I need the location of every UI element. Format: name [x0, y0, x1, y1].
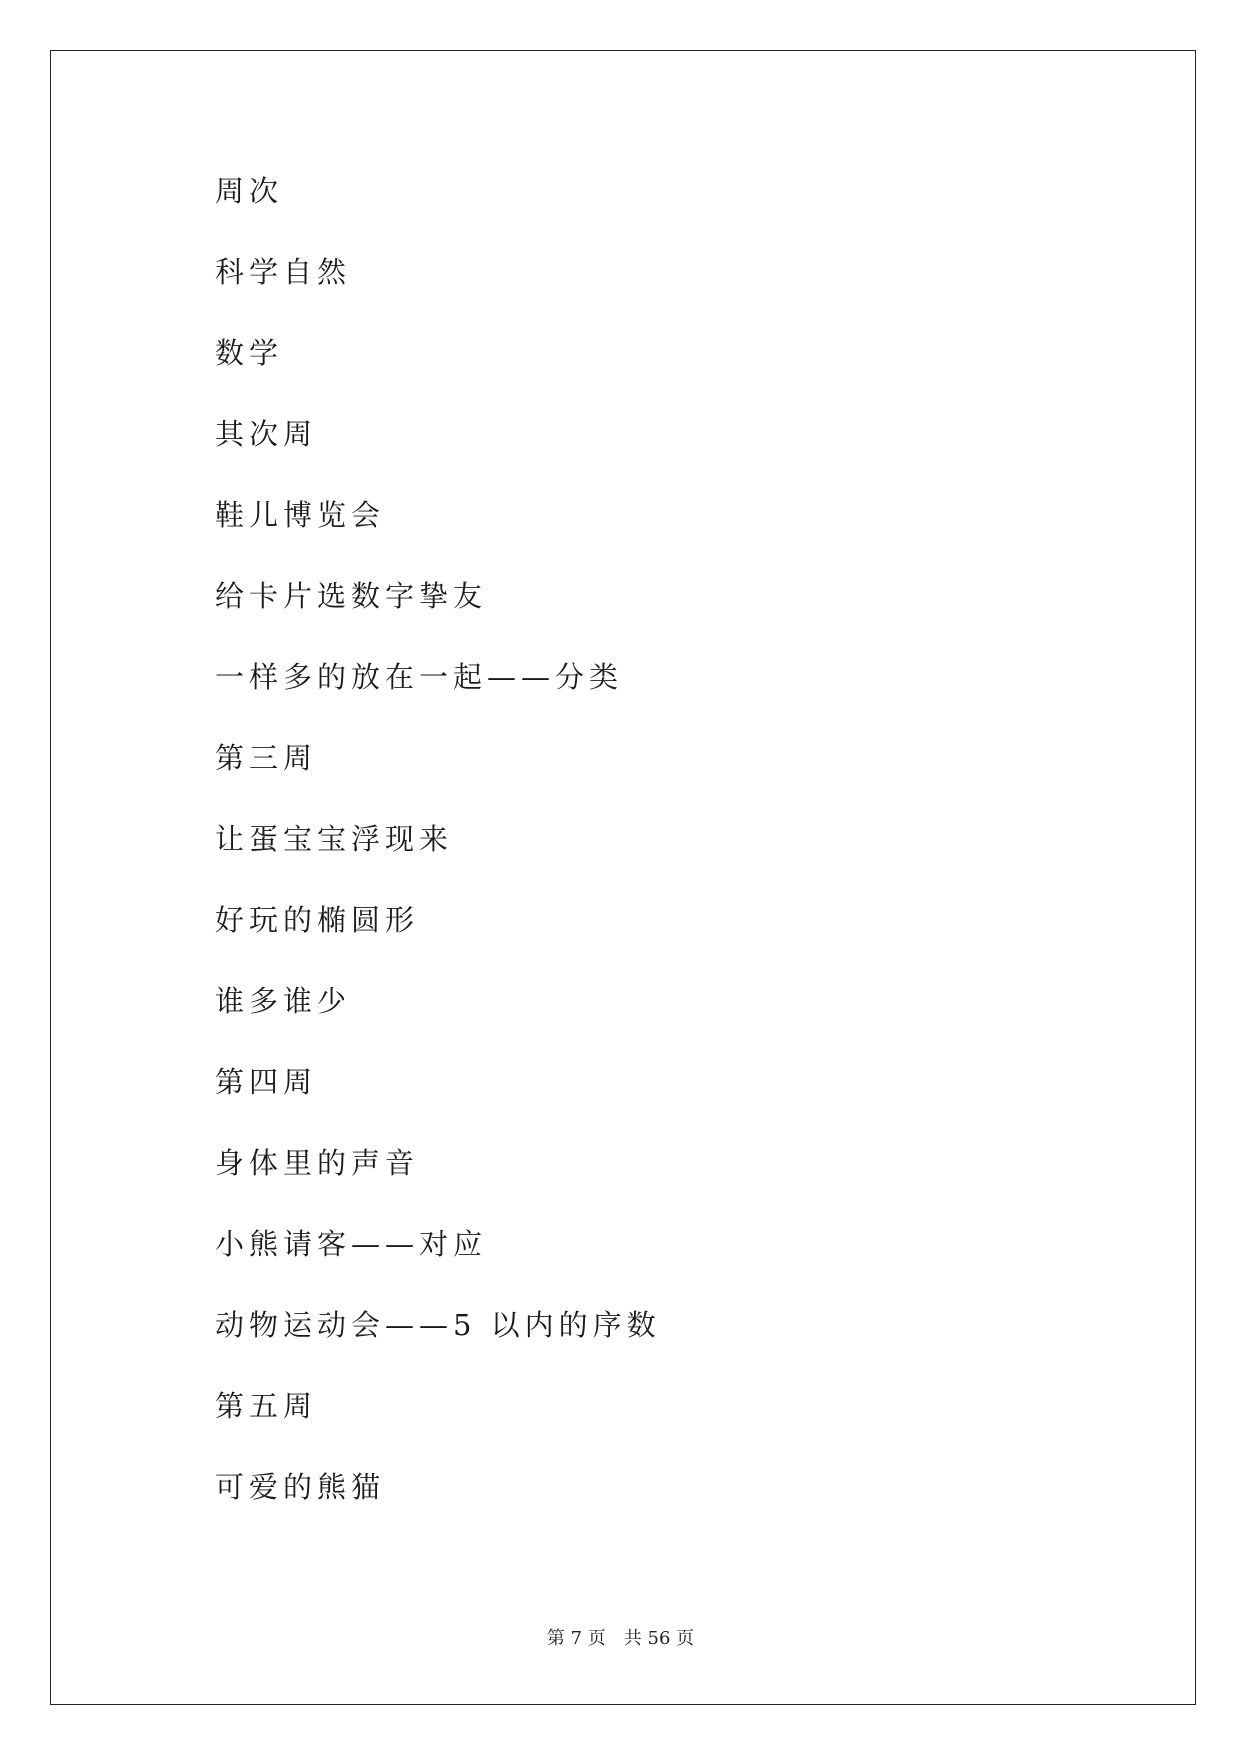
text-line: 周次	[215, 174, 284, 208]
text-line: 科学自然	[215, 255, 352, 289]
page-border	[50, 50, 1196, 1705]
text-line: 其次周	[215, 417, 318, 451]
page-number: 第 7 页	[546, 1628, 606, 1649]
text-line: 小熊请客——对应	[215, 1227, 488, 1261]
text-line: 谁多谁少	[215, 984, 352, 1018]
text-line: 第三周	[215, 741, 318, 775]
page-total: 共 56 页	[623, 1628, 695, 1649]
text-line: 第四周	[215, 1065, 318, 1099]
text-line: 身体里的声音	[215, 1146, 420, 1180]
text-line: 让蛋宝宝浮现来	[215, 822, 454, 856]
text-line: 好玩的椭圆形	[215, 903, 420, 937]
text-line: 给卡片选数字挚友	[215, 579, 488, 613]
page-footer	[0, 1627, 1241, 1651]
text-line: 动物运动会——5 以内的序数	[215, 1308, 661, 1342]
text-line: 第五周	[215, 1389, 318, 1423]
text-line: 数学	[215, 336, 284, 370]
text-line: 可爱的熊猫	[215, 1470, 386, 1504]
text-line: 鞋儿博览会	[215, 498, 386, 532]
text-line: 一样多的放在一起——分类	[215, 660, 624, 694]
